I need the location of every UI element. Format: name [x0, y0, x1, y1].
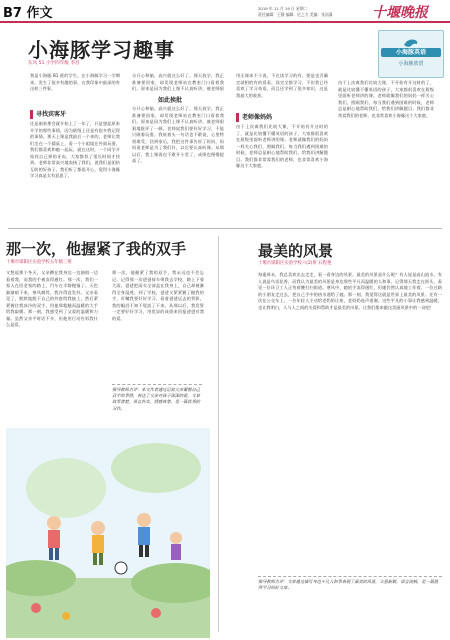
sub1-label: 寻找宾客牙 — [36, 111, 67, 118]
sub2-label: 如此挨批 — [158, 97, 183, 104]
top-sub2 — [158, 95, 182, 104]
sub3-label: 老师像妈妈 — [242, 114, 273, 121]
right-col: 每逢周末，我总喜欢出去走走，看一看身边的风景。最美的风景是什么呢？有人说是高山流水，有人说是鸟语花香，而我认为最美的风景是身边那些平凡而温暖的人和事。记得那天我走在街头，看见一位环卫工人正弯着腰打扫街道。寒风中，她的手冻得通红，但她仍然认真地工作着。一位过路的小朋友走过去，把自己手中的热水递给了她。那一刻，我觉得这就是世界上最美的风景。还有一次在公交车上，一位年轻人主动给老奶奶让座，老奶奶连声道谢。这些平凡的小事让我感到温暖，也让我明白，人与人之间的关爱和帮助才是最美的风景。让我们都来做这美丽风景中的一员吧！ — [258, 272, 442, 310]
top-col3-a: 用无课本不小说，不在读学习的有，要是也否确定就相的有的爱看。读完全都学习，不但我已经喜欢了学习英语，而且还学到了很多知识，这是我最大的收获。 — [236, 73, 328, 98]
top-col4: 由于上次离我们比较大课，不开始有开这时的了，就是比较懂不懂英语的孩子，大家都很喜欢在班级里面听老师讲的课。老师就像我们的妈妈一样关心我们，照顾我们，每当我们遇到困难的时候，老师总是耐心地帮助我们，给我们讲解题目。我们都非常爱我们的老师，也非常喜欢小海豚这个大家庭。 — [338, 80, 434, 118]
badge-brand-text: 小海豚英语 — [381, 48, 441, 57]
section-divider — [8, 228, 442, 229]
header-date: 2019 年 11 月 19 日 星期二 — [258, 6, 308, 11]
right-article-byline: 十堰市郧阳区实验学校六(2)班 石程艳 — [258, 261, 332, 266]
top-sub1 — [30, 109, 66, 119]
header-brand-logo: 十堰晚报 — [372, 5, 428, 21]
left-col2: 那一次，他握紧了我的双手，我永远也不会忘记。记得那一次爸爸骑车带我去学校，路上下着大雨，爸爸把雨衣全部盖在我身上，自己却被淋得全身湿透。到了学校，爸爸又紧紧握了握我的手，叮嘱我要好好学习。看着爸爸远去的背影，我的眼泪不知不觉流了下来。从那以后，我发誓一定要好好学习，用优异的成绩来回报爸爸对我的爱。 — [112, 270, 204, 321]
left-article-byline: 十堰市郧阳区实验学校五年级三班 — [6, 260, 72, 265]
dolphin-icon — [403, 34, 419, 46]
top-intro: 我是小海豚 B1 班的学生。在小海豚学习一学期来，发生了很多有趣的事，在我印象中最深的有这样三件事。 — [30, 73, 120, 91]
column-divider — [218, 236, 219, 632]
page-label: B7 作文 — [3, 6, 53, 21]
top-article-byline: 东风 51 小学四年级 李昌 — [28, 61, 80, 66]
top-col3-b: 由于上次离我们比较大课，不开始有开这时的了，就是比较懂不懂英语的孩子，大家都很喜欢在班级里面听老师讲的课。老师就像我们的妈妈一样关心我们，照顾我们，每当我们遇到困难的时候，老师总是耐心地帮助我们，给我们讲解题目。我们都非常爱我们的老师，也非常喜欢小海豚这个大家庭。 — [236, 124, 328, 168]
header-editors: 责任编辑：王静 编辑：尼之力 美编：张沥潇 — [258, 12, 333, 17]
top-col1: 还是刚来那会就开始上了一年了，只是想起原来开学的那些事情，因为班级上还是有很多我记得的事情。那天上课是我最后一个来的，老师让我们坐在一个圆桌上，看一个小姐姐在外面玩耍，我们都喜欢和她一起玩。就在这时，一个同学开始找自己掉的牙齿，大家都找了很长时间才找到。老师非常高兴地表扬了我们，说我们是团结互助的好孩子。我们听了都很开心，觉得小海豚学习真是太有意思了。 — [30, 121, 120, 178]
children-playground-illustration — [6, 428, 210, 638]
top-col2-a: 分开心和愉，高兴就这么好了。那天放学，我正准备要回家，却发现老师站在教室门口看着我们。原来是因为我们上课不认真听讲，被老师狠 — [132, 73, 224, 91]
left-teacher-note: 指导教师点评：本文作者通过记叙父亲紧握自己双手的事情，表达了父亲对孩子深深的爱，文章叙事清楚，语言朴实，情感真挚，是一篇优秀的习作。 — [112, 384, 202, 427]
header-rule — [0, 21, 450, 23]
top-article-title: 小海豚学习趣事 — [28, 38, 175, 62]
top-col2-b: 分开心和愉，高兴就这么好了。那天放学，我正准备要回家，却发现老师站在教室门口看着我们。原来是因为我们上课不认真听讲，被老师狠狠地批评了一顿。老师说我们要好好学习，不能只顾着玩耍。我低着头一句话也不敢说，心里特别难受。回到家后，我把这件事告诉了妈妈，妈妈说老师是为了我们好，以后要认真听课。从那以后，我上课再也不敢开小差了，成绩也慢慢提高了。 — [132, 106, 224, 163]
left-article-title: 那一次，他握紧了我的双手 — [6, 240, 187, 258]
brand-badge — [378, 30, 444, 78]
sub1-marker — [30, 110, 33, 119]
right-article-title: 最美的风景 — [258, 242, 334, 260]
sub3-marker — [236, 113, 239, 122]
right-teacher-note: 指导教师点评：文章通过描写身边平凡人和事表现了最美的风景，立意新颖，语言流畅，是一篇值得学习的好文章。 — [258, 576, 442, 635]
top-sub3 — [236, 112, 272, 122]
badge-sub-text: 小海豚欣赏 — [398, 61, 424, 67]
left-col1: 又想起那个冬天，父亲蹲在我身边一边抽烟一边看着我，而我的手被冻得通红。那一次，我们一家人在回老家的路上，汽车在半路抛锚了。天色渐渐暗下来，寒风刺骨，我冷得直发抖。父亲看见了，默默地脱下自己的外套给我披上，然后紧紧握住我冰冷的双手，用他那粗糙而温暖的大手给我取暖。那一刻，我感受到了父爱的温暖和力量。虽然父亲平时话不多，但他用行动告诉我什么是爱。 — [6, 270, 98, 327]
